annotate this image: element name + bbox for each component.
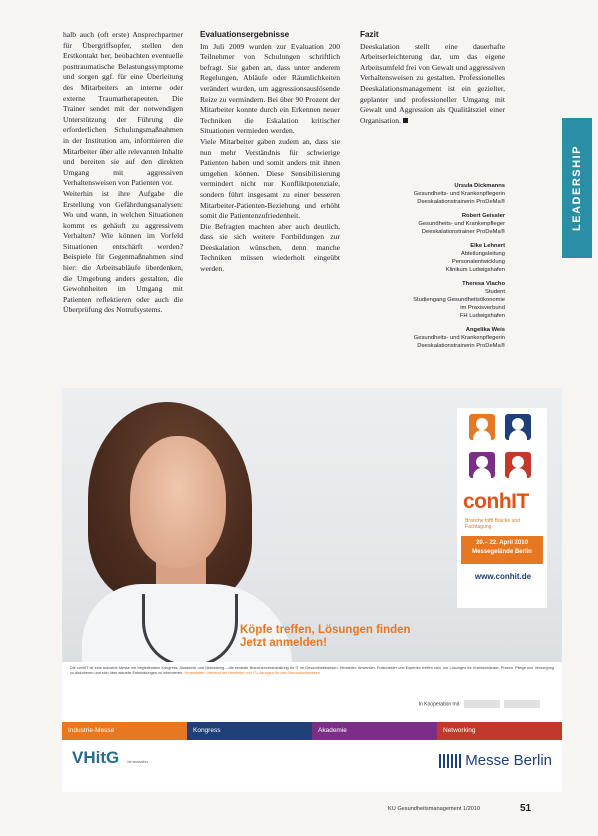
slogan-line: Köpfe treffen, Lösungen finden xyxy=(240,624,411,636)
text-column-1 xyxy=(63,30,183,316)
paragraph xyxy=(360,42,505,127)
fine-print-highlight: Veranstalter: Verband der Hersteller von IT-Lösungen für das Gesundheitswesen xyxy=(184,671,320,676)
author-name: Ursula Dickmanns xyxy=(454,183,505,189)
organizer-label: Veranstalter xyxy=(126,759,149,764)
author-role: im Praxisverbund xyxy=(460,305,505,311)
text-column-2 xyxy=(200,30,340,275)
person-icon xyxy=(505,414,531,440)
person-icon xyxy=(469,452,495,478)
paragraph: Viele Mitarbeiter gaben zudem an, dass sie nun mehr Verständnis für schwierige Patienten haben und somit anders mit ihnen umgehen können. Diese Sensibilisierung vermindert nicht nur Konfliktpotenziale, sondern führt insgesamt zu einer besseren Mitarbeiter-Patienten-Beziehung und erhöht somit die Patientenzufriedenheit. xyxy=(200,136,340,221)
text-column-3 xyxy=(360,30,505,126)
author xyxy=(370,242,505,274)
partner-logo-icon xyxy=(504,700,540,708)
author-role: Gesundheits- und Krankenpfleger xyxy=(418,221,505,227)
messe-berlin-logo xyxy=(439,752,552,769)
section-tab-label: LEADERSHIP xyxy=(571,145,583,231)
messe-berlin-name: Messe Berlin xyxy=(465,752,552,769)
paragraph: halb auch (oft erste) Ansprechpartner für Übergriffsopfer, stellen den Erstkontakt her, beobachten eventuelle posttraumatische Belastungssymptome und sorgen ggf. für eine Überleitung des Mitarbeiters an interne oder externe Traumatherapeuten. Die Trainer sendet mit der notwendigen Unterstützung der Führung die erforderlichen Schulungsmaßnahmen in der Institution am, informieren die Mitarbeiter über alle relevanten Inhalte und bereiten sie auf den direkten Umgang mit aggressiven Verhaltensweisen von Patienten vor. xyxy=(63,30,183,188)
partner-label: In Kooperation mit xyxy=(418,701,460,708)
event-date-box xyxy=(461,536,543,564)
author-role: Deeskalationstrainer ProDeMa® xyxy=(421,229,505,235)
person-icon xyxy=(469,414,495,440)
slogan-line: Jetzt anmelden! xyxy=(240,637,327,649)
section-heading: Fazit xyxy=(360,30,379,39)
organizer-logo xyxy=(72,748,148,768)
person-icon xyxy=(505,452,531,478)
author-name: Theresa Vlacho xyxy=(462,281,505,287)
page-number: 51 xyxy=(520,803,532,814)
end-mark-icon xyxy=(403,118,408,123)
author-name: Angelika Weis xyxy=(465,327,505,333)
category-industrie-messe: Industrie-Messe xyxy=(62,722,187,740)
event-venue: Messegelände Berlin xyxy=(472,549,532,555)
paragraph: Im Juli 2009 wurden zur Evaluation 200 Teilnehmer von Schulungen schriftlich befragt. Sie gaben an, dass unter anderem Regelungen, Abläufe oder Räumlichkeiten verändert wurden, um aggressionsauslösende Reize zu vermindern. Bei über 90 Prozent der Mitarbeiter konnte durch ein Erkennen neuer Techniken die Eskalation kritischer Situationen vermieden werden. xyxy=(200,41,340,136)
partner-logos xyxy=(419,700,540,708)
ad-fine-print xyxy=(70,666,554,676)
author-role: Deeskalationstrainerin ProDeMa® xyxy=(417,199,505,205)
organizer-name: VHitG xyxy=(72,748,120,767)
author-role: Gesundheits- und Krankenpflegerin xyxy=(413,191,505,197)
author-role: Klinikum Ludwigshafen xyxy=(445,267,505,273)
author-name: Robert Geissler xyxy=(461,213,505,219)
messe-berlin-icon xyxy=(439,754,461,768)
event-date: 20.– 22. April 2010 xyxy=(476,540,528,546)
author-role: Gesundheits- und Krankenpflegerin xyxy=(413,335,505,341)
author xyxy=(370,182,505,206)
ad-photo xyxy=(62,388,562,662)
author-name: Elke Lehnert xyxy=(470,243,505,249)
website-link[interactable]: www.conhit.de xyxy=(474,572,532,581)
paragraph: Die Befragten machten aber auch deutlich, dass sie sich weitere Fortbildungen zur Deeskalation wünschen, denn manche Techniken müssen wiederholt eingeübt werden. xyxy=(200,221,340,274)
author-role: Deeskalationstrainerin ProDeMa® xyxy=(417,343,505,349)
journal-footer: KU Gesundheitsmanagement 1/2010 xyxy=(388,806,481,812)
author-role: Personalentwicklung xyxy=(451,259,505,265)
author-role: Studiengang Gesundheitsökonomie xyxy=(413,297,505,303)
author-role: Abteilungsleitung xyxy=(460,251,505,257)
author-role: FH Ludwigshafen xyxy=(459,313,505,319)
partner-logo-icon xyxy=(464,700,500,708)
author xyxy=(370,212,505,236)
stethoscope-icon xyxy=(142,594,238,662)
author xyxy=(370,326,505,350)
brand-tagline: Branche trifft Brücke und Fachtagung xyxy=(465,518,520,530)
brand-panel xyxy=(457,408,547,608)
category-akademie: Akademie xyxy=(312,722,437,740)
ad-slogan xyxy=(240,624,411,650)
ad-category-bar xyxy=(62,722,562,740)
brand-logo: conhIT xyxy=(463,490,529,513)
section-tab xyxy=(562,118,592,258)
fine-print-text: Die conhIT ist eine Industrie-Messe mit begleitendem Kongress, Akademie und Networking – die zentrale Branchenveranstaltung für IT im Gesundheitswesen. Hersteller, Anwender, Entscheider und Experten treffen sich, um Lösungen für Krankenhäuser, Praxen, Pflege und Versorgung zu diskutieren und sich über aktuelle Entwicklungen zu informieren. xyxy=(70,666,554,676)
section-heading: Evaluationsergebnisse xyxy=(200,30,290,39)
photo-face xyxy=(130,436,226,568)
author-role: Student xyxy=(485,289,505,295)
category-networking: Networking xyxy=(437,722,562,740)
author xyxy=(370,280,505,320)
category-kongress: Kongress xyxy=(187,722,312,740)
advertisement xyxy=(62,388,562,792)
author-list xyxy=(370,182,505,356)
paragraph: Weiterhin ist ihre Aufgabe die Erstellung von Gefährdungsanalysen: Wo und wann, in welchen Situationen kommt es gehäuft zu aggressivem Verhalten? Wie können im Vorfeld Situationen entschärft werden? Beispiele für Gegenmaßnahmen sind hier: die Arbeitsabläufe überdenken, die Umgebung anders gestalten, die Gewohnheiten im Umgang mit Patienten reflektieren oder auch die Überprüfung des Notrufsystems. xyxy=(63,188,183,315)
paragraph-text: Deeskalation stellt eine dauerhafte Arbeitserleichterung dar, um das eigene Arbeitsumfeld frei von Gewalt und aggressiven Verhaltensweisen zu gestalten. Professionelles Deeskalationsmanagement ist ein gezielter, geplanter und professioneller Umgang mit Gewalt und Aggression als Qualitätsziel einer Organisation. xyxy=(360,41,505,125)
